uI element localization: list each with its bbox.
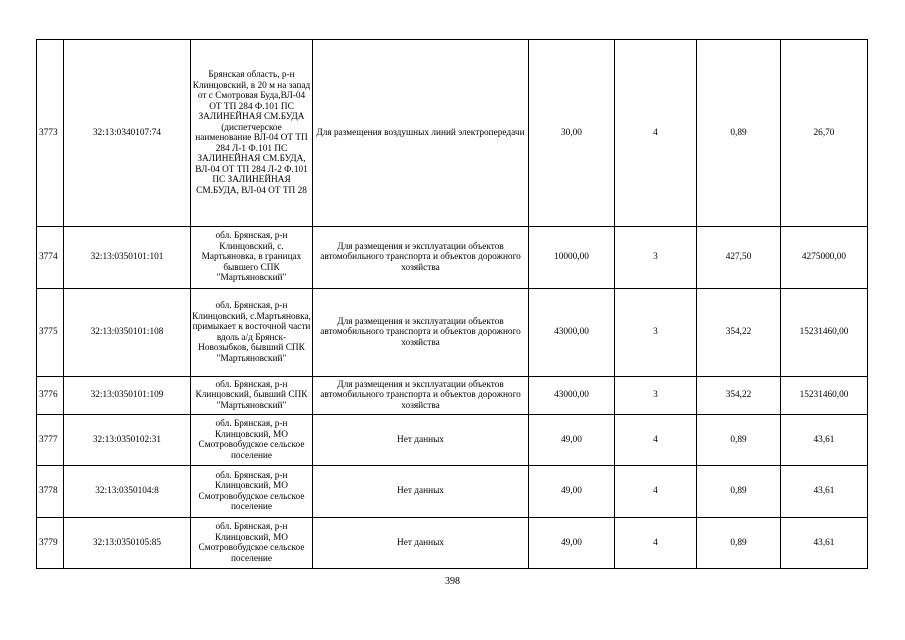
permitted-use: Для размещения и эксплуатации объектов автомобильного транспорта и объектов дорожного хозяйства <box>313 377 529 415</box>
table-row <box>37 289 868 377</box>
cadastral-value: 15231460,00 <box>781 377 868 415</box>
cadastral-number: 32:13:0350102:31 <box>64 415 191 466</box>
table-row <box>37 415 868 466</box>
usage-group: 3 <box>615 227 697 289</box>
row-number: 3775 <box>37 289 64 377</box>
permitted-use: Нет данных <box>313 415 529 466</box>
parcel-address: обл. Брянская, р-н Клинцовский, бывший СПК "Мартьяновский" <box>191 377 313 415</box>
row-number: 3778 <box>37 466 64 518</box>
cadastral-value: 26,70 <box>781 40 868 227</box>
row-number: 3777 <box>37 415 64 466</box>
cadastral-value: 43,61 <box>781 518 868 569</box>
parcel-area: 43000,00 <box>529 289 615 377</box>
usage-group: 3 <box>615 377 697 415</box>
table-row <box>37 40 868 227</box>
parcel-address: Брянская область, р-н Клинцовский, в 20 м на запад от с Смотровая Буда,ВЛ-04 ОТ ТП 284 Ф.101 ПС ЗАЛИНЕЙНАЯ СМ.БУДА (диспетчерское наименование ВЛ-04 ОТ ТП 284 Л-1 Ф.101 ПС ЗАЛИНЕЙНАЯ СМ.БУДА, ВЛ-04 ОТ ТП 284 Л-2 Ф.101 ПС ЗАЛИНЕЙНАЯ СМ.БУДА, ВЛ-04 ОТ ТП 28 <box>191 40 313 227</box>
permitted-use: Для размещения воздушных линий электропередачи <box>313 40 529 227</box>
cadastral-value: 15231460,00 <box>781 289 868 377</box>
specific-value: 0,89 <box>697 40 781 227</box>
permitted-use: Нет данных <box>313 466 529 518</box>
parcel-address: обл. Брянская, р-н Клинцовский, с.Мартьяновка, примыкает к восточной части вдоль а/д Брянск-Новозыбков, бывший СПК "Мартьяновский" <box>191 289 313 377</box>
specific-value: 427,50 <box>697 227 781 289</box>
cadastral-number: 32:13:0350105:85 <box>64 518 191 569</box>
parcel-address: обл. Брянская, р-н Клинцовский, МО Смотровобудское сельское поселение <box>191 415 313 466</box>
table-row <box>37 466 868 518</box>
table-row <box>37 518 868 569</box>
row-number: 3779 <box>37 518 64 569</box>
permitted-use: Для размещения и эксплуатации объектов автомобильного транспорта и объектов дорожного хозяйства <box>313 289 529 377</box>
parcel-address: обл. Брянская, р-н Клинцовский, МО Смотровобудское сельское поселение <box>191 518 313 569</box>
cadastral-number: 32:13:0340107:74 <box>64 40 191 227</box>
specific-value: 0,89 <box>697 466 781 518</box>
row-number: 3776 <box>37 377 64 415</box>
cadastral-value: 4275000,00 <box>781 227 868 289</box>
usage-group: 4 <box>615 466 697 518</box>
parcel-area: 10000,00 <box>529 227 615 289</box>
specific-value: 354,22 <box>697 377 781 415</box>
permitted-use: Нет данных <box>313 518 529 569</box>
table-row <box>37 227 868 289</box>
usage-group: 4 <box>615 518 697 569</box>
specific-value: 0,89 <box>697 415 781 466</box>
table-row <box>37 377 868 415</box>
specific-value: 354,22 <box>697 289 781 377</box>
parcel-address: обл. Брянская, р-н Клинцовский, с. Мартьяновка, в границах бывшего СПК "Мартьяновский" <box>191 227 313 289</box>
cadastral-number: 32:13:0350101:101 <box>64 227 191 289</box>
page-number: 398 <box>445 576 460 587</box>
row-number: 3774 <box>37 227 64 289</box>
usage-group: 3 <box>615 289 697 377</box>
parcel-area: 49,00 <box>529 466 615 518</box>
cadastral-value: 43,61 <box>781 466 868 518</box>
cadastral-number: 32:13:0350104:8 <box>64 466 191 518</box>
parcel-area: 30,00 <box>529 40 615 227</box>
parcel-area: 49,00 <box>529 415 615 466</box>
usage-group: 4 <box>615 415 697 466</box>
permitted-use: Для размещения и эксплуатации объектов автомобильного транспорта и объектов дорожного хозяйства <box>313 227 529 289</box>
parcel-address: обл. Брянская, р-н Клинцовский, МО Смотровобудское сельское поселение <box>191 466 313 518</box>
cadastral-value: 43,61 <box>781 415 868 466</box>
parcel-area: 43000,00 <box>529 377 615 415</box>
cadastral-number: 32:13:0350101:109 <box>64 377 191 415</box>
land-parcels-table <box>36 39 868 569</box>
specific-value: 0,89 <box>697 518 781 569</box>
row-number: 3773 <box>37 40 64 227</box>
cadastral-number: 32:13:0350101:108 <box>64 289 191 377</box>
parcel-area: 49,00 <box>529 518 615 569</box>
usage-group: 4 <box>615 40 697 227</box>
